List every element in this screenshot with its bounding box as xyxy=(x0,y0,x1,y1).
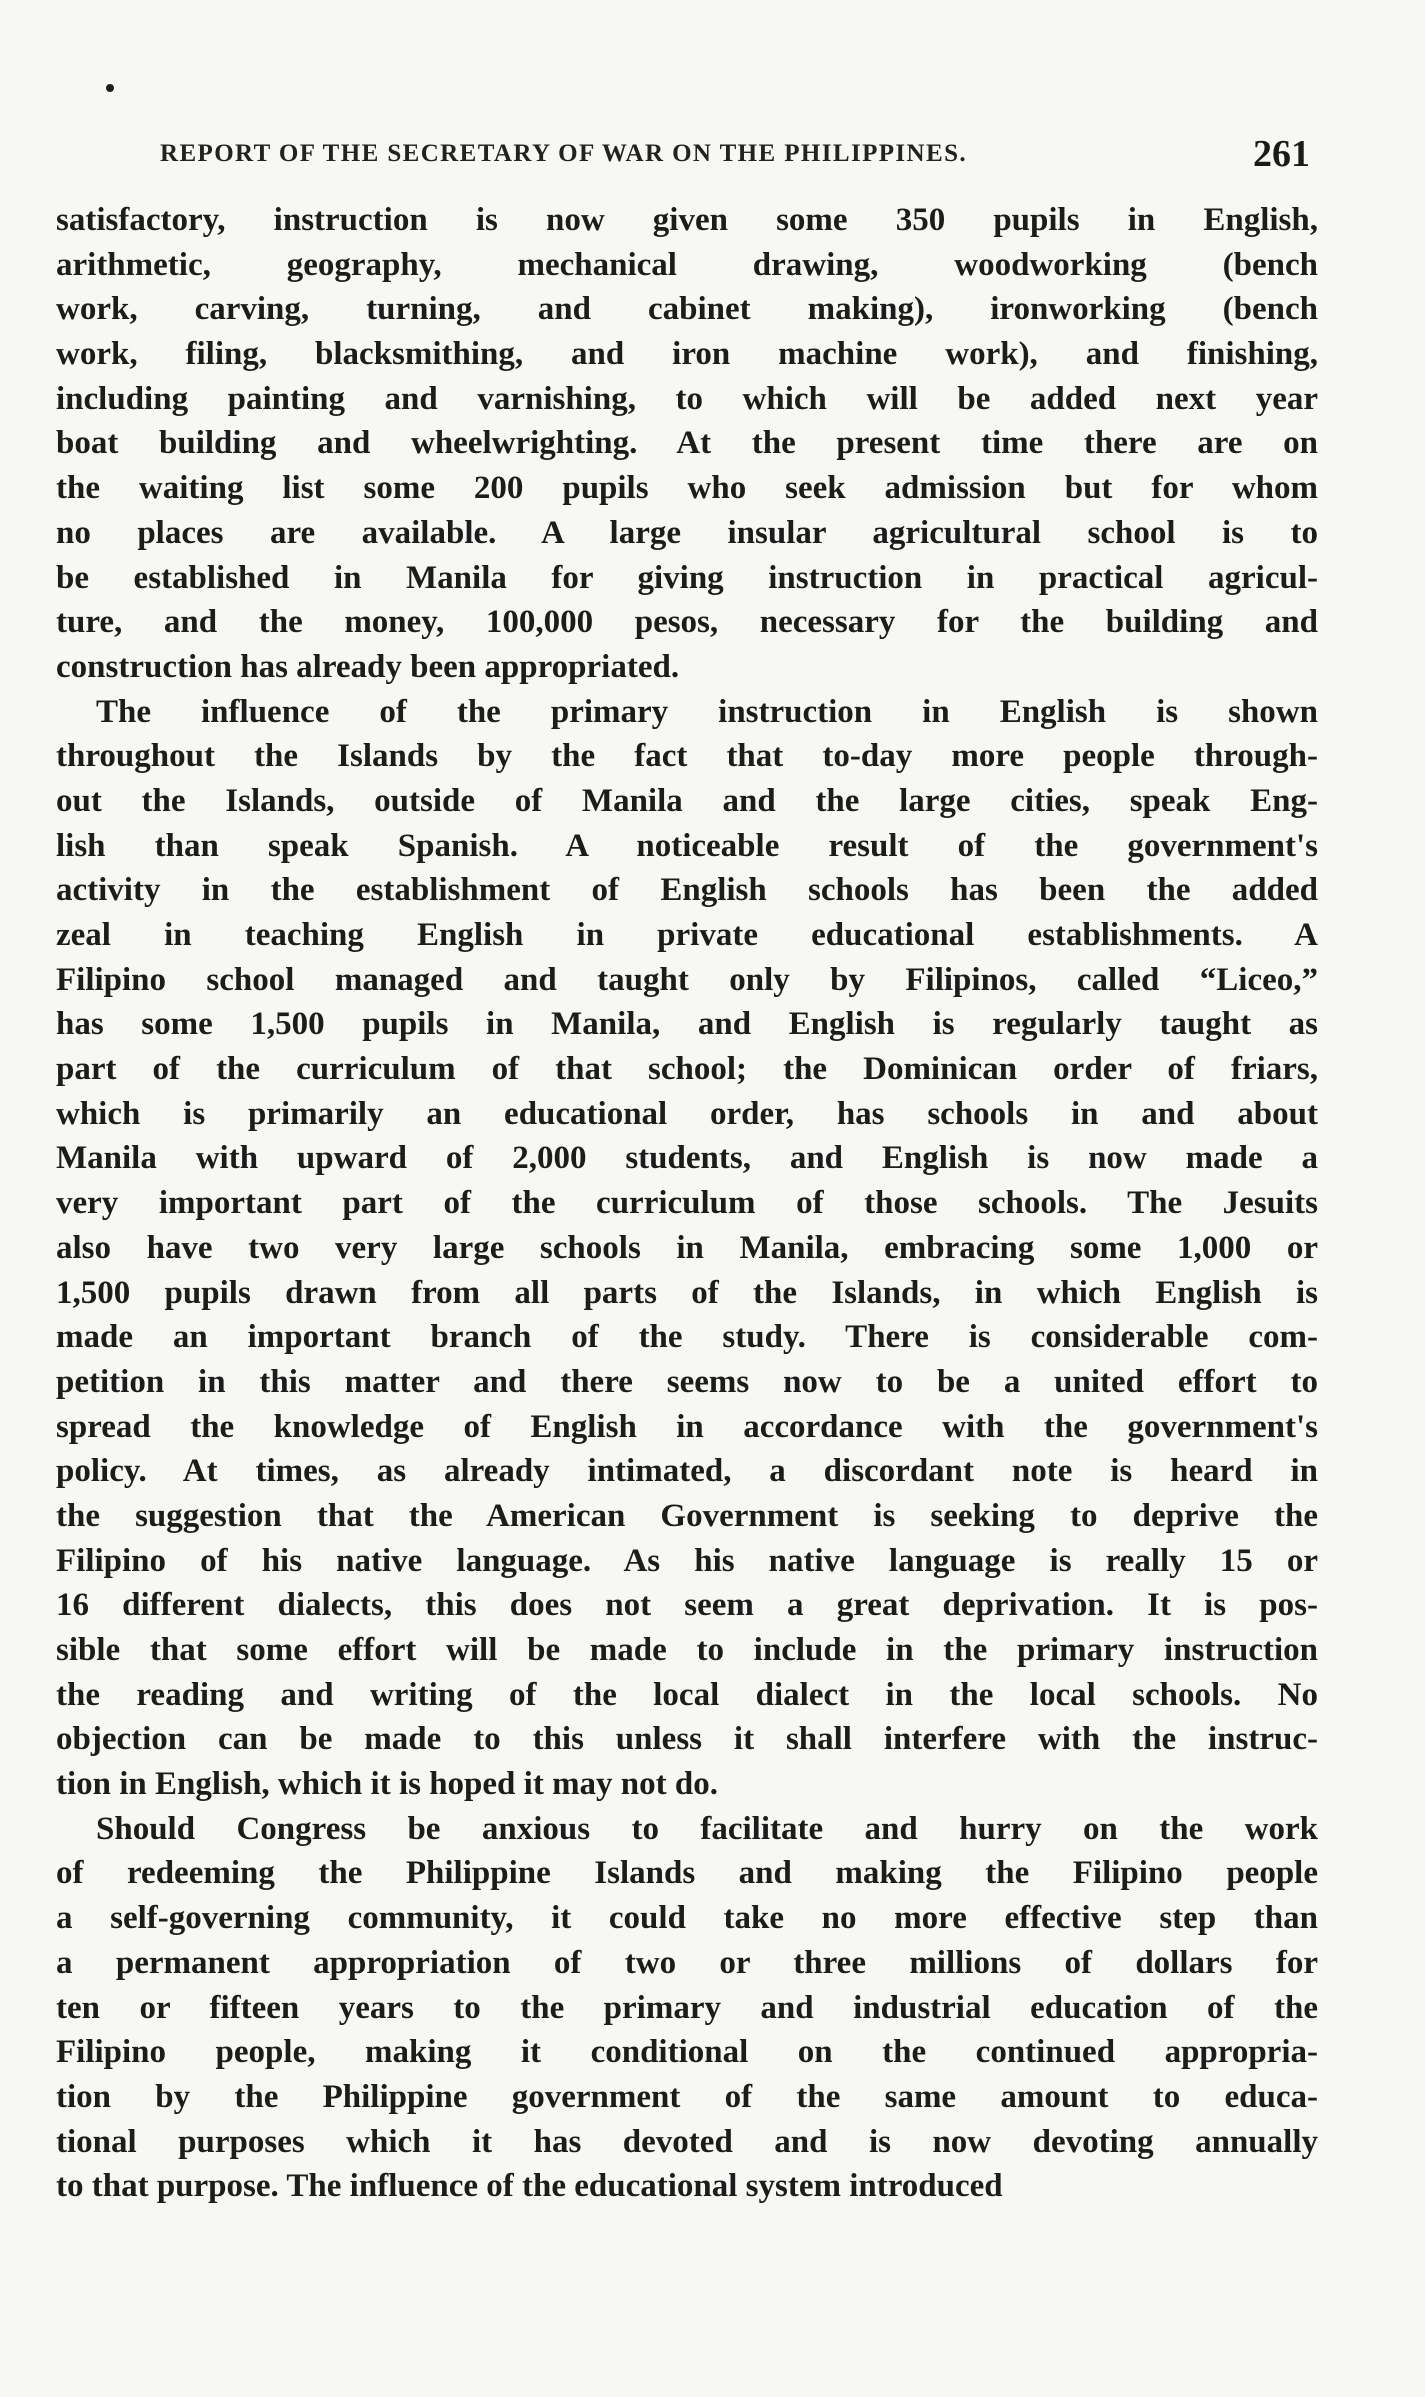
text-line: Filipino school managed and taught only by Filipinos, called “Liceo,” xyxy=(56,961,1318,998)
text-line: including painting and varnishing, to which will be added next year xyxy=(56,380,1318,417)
text-line: lish than speak Spanish. A noticeable result of the government's xyxy=(56,827,1318,864)
running-title: REPORT OF THE SECRETARY OF WAR ON THE PHILIPPINES. xyxy=(160,140,968,167)
body-text xyxy=(56,198,1318,2209)
text-line: work, carving, turning, and cabinet making), ironworking (bench xyxy=(56,291,1318,328)
text-line: boat building and wheelwrighting. At the present time there are on xyxy=(56,425,1318,462)
text-line: Manila with upward of 2,000 students, and English is now made a xyxy=(56,1140,1318,1177)
text-line: the suggestion that the American Government is seeking to deprive the xyxy=(56,1497,1318,1534)
page-number: 261 xyxy=(1253,133,1310,175)
text-line: petition in this matter and there seems now to be a united effort to xyxy=(56,1363,1318,1400)
text-line: a self-governing community, it could take no more effective step than xyxy=(56,1900,1318,1937)
text-line: no places are available. A large insular agricultural school is to xyxy=(56,514,1318,551)
text-line: policy. At times, as already intimated, a discordant note is heard in xyxy=(56,1453,1318,1490)
text-line: work, filing, blacksmithing, and iron machine work), and finishing, xyxy=(56,336,1318,373)
text-line: the reading and writing of the local dialect in the local schools. No xyxy=(56,1676,1318,1713)
text-line: tional purposes which it has devoted and is now devoting annually xyxy=(56,2123,1318,2160)
text-line: 1,500 pupils drawn from all parts of the Islands, in which English is xyxy=(56,1274,1318,1311)
text-line: a permanent appropriation of two or three millions of dollars for xyxy=(56,1944,1318,1981)
text-line: zeal in teaching English in private educational establishments. A xyxy=(56,917,1318,953)
text-line: which is primarily an educational order, has schools in and about xyxy=(56,1095,1318,1132)
text-line: the waiting list some 200 pupils who seek admission but for whom xyxy=(56,470,1318,507)
text-line: activity in the establishment of English schools has been the added xyxy=(56,872,1318,909)
text-line: tion by the Philippine government of the same amount to educa- xyxy=(56,2078,1318,2115)
ink-speck xyxy=(106,84,114,92)
text-line: arithmetic, geography, mechanical drawing, woodworking (bench xyxy=(56,246,1318,283)
text-line: has some 1,500 pupils in Manila, and English is regularly taught as xyxy=(56,1006,1318,1043)
text-line: ture, and the money, 100,000 pesos, necessary for the building and xyxy=(56,604,1318,641)
running-header xyxy=(160,132,1310,180)
text-line: throughout the Islands by the fact that to-day more people through- xyxy=(56,738,1318,775)
paragraph-first-line: The influence of the primary instruction in English is shown xyxy=(96,693,1318,730)
text-line: very important part of the curriculum of those schools. The Jesuits xyxy=(56,1185,1318,1222)
text-line: Filipino of his native language. As his native language is really 15 or xyxy=(56,1542,1318,1579)
text-line: objection can be made to this unless it shall interfere with the instruc- xyxy=(56,1721,1318,1758)
text-line: of redeeming the Philippine Islands and making the Filipino people xyxy=(56,1855,1318,1892)
text-line: to that purpose. The influence of the educational system introduced xyxy=(56,2168,1003,2205)
text-line: Filipino people, making it conditional on the continued appropria- xyxy=(56,2034,1318,2071)
text-line: made an important branch of the study. There is considerable com- xyxy=(56,1319,1318,1356)
paragraph-first-line: Should Congress be anxious to facilitate and hurry on the work xyxy=(96,1810,1318,1847)
text-line: also have two very large schools in Manila, embracing some 1,000 or xyxy=(56,1229,1318,1266)
text-line: be established in Manila for giving instruction in practical agricul- xyxy=(56,559,1318,596)
text-line: spread the knowledge of English in accordance with the government's xyxy=(56,1408,1318,1445)
text-line: construction has already been appropriated. xyxy=(56,648,680,685)
text-line: out the Islands, outside of Manila and the large cities, speak Eng- xyxy=(56,782,1318,819)
text-line: part of the curriculum of that school; the Dominican order of friars, xyxy=(56,1051,1318,1088)
text-line: tion in English, which it is hoped it may not do. xyxy=(56,1766,718,1803)
text-line: 16 different dialects, this does not seem a great deprivation. It is pos- xyxy=(56,1587,1318,1624)
text-line: satisfactory, instruction is now given some 350 pupils in English, xyxy=(56,202,1318,238)
text-line: ten or fifteen years to the primary and industrial education of the xyxy=(56,1989,1318,2026)
text-line: sible that some effort will be made to include in the primary instruction xyxy=(56,1632,1318,1668)
